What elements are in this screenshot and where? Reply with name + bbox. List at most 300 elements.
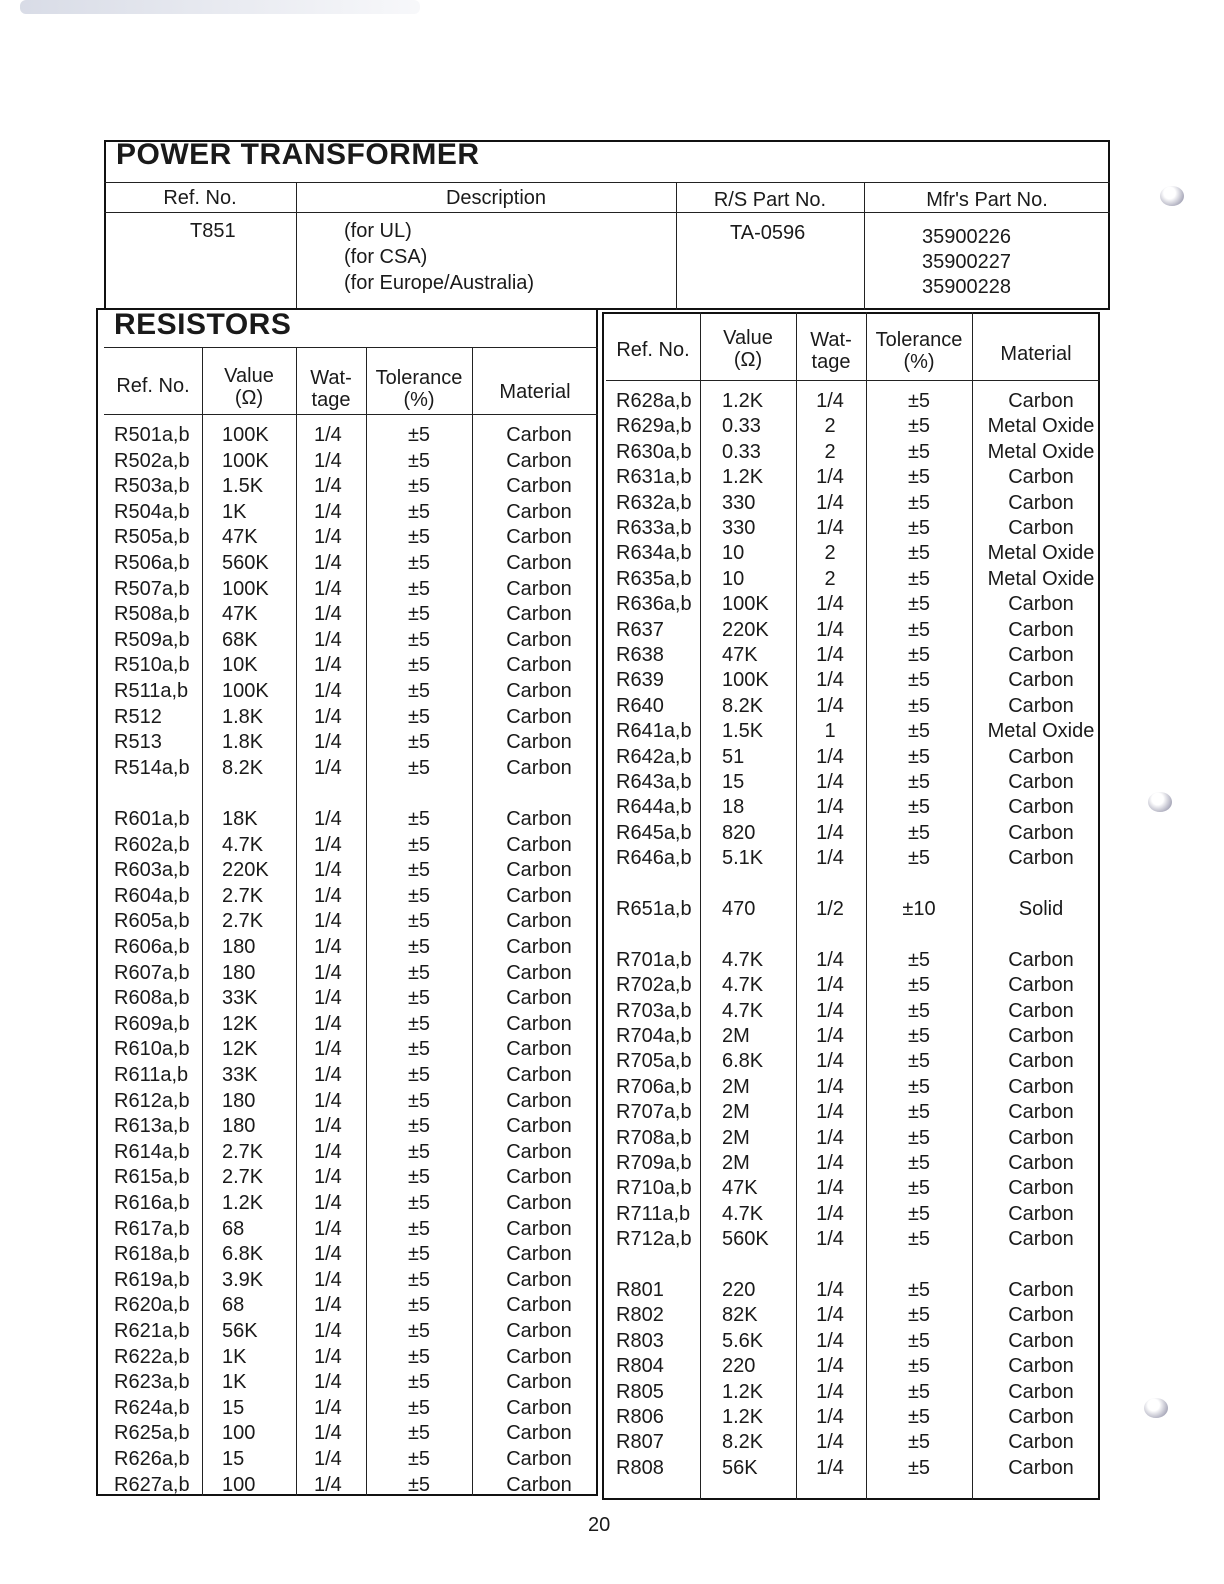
left-value-cell: 2.7K — [222, 910, 264, 933]
right-material-cell: Metal Oxide — [987, 542, 1095, 565]
right-ref-cell: R646a,b — [616, 847, 692, 870]
left-ref-cell: R502a,b — [114, 449, 190, 472]
left-material-cell: Carbon — [506, 1192, 572, 1214]
right-value-cell: 1.2K — [722, 1406, 764, 1428]
left-wattage-cell: 1/4 — [314, 1422, 342, 1445]
left-wattage-cell: 1/4 — [314, 1448, 342, 1470]
pt-ref: T851 — [190, 220, 236, 242]
right-value-cell: 47K — [722, 644, 758, 666]
left-tolerance-cell: ±5 — [407, 1192, 431, 1214]
right-wattage-cell: 1/4 — [816, 771, 844, 793]
left-ref-cell: R626a,b — [114, 1448, 190, 1470]
left-wattage-cell: 1/4 — [314, 552, 342, 574]
left-value-cell: 47K — [222, 603, 258, 626]
right-material-cell: Carbon — [1008, 1355, 1074, 1378]
right-tolerance-cell: ±5 — [907, 720, 931, 743]
left-wattage-cell: 1/4 — [314, 1115, 342, 1138]
left-material-cell: Carbon — [506, 1345, 572, 1368]
left-value-cell: 100K — [222, 577, 269, 600]
right-header-value-unit: (Ω) — [733, 349, 763, 371]
left-value-cell: 18K — [222, 808, 258, 830]
left-ref-cell: R617a,b — [114, 1217, 190, 1240]
left-ref-cell: R622a,b — [114, 1345, 190, 1368]
left-material-cell: Carbon — [506, 833, 572, 856]
left-wattage-cell: 1/4 — [314, 680, 342, 702]
right-tolerance-cell: ±5 — [907, 415, 931, 438]
right-tolerance-cell: ±5 — [907, 517, 931, 539]
left-ref-cell: R507a,b — [114, 577, 190, 600]
left-material-cell: Carbon — [506, 577, 572, 600]
left-tolerance-cell: ±5 — [407, 1217, 431, 1240]
left-wattage-cell: 1/4 — [314, 1473, 342, 1496]
right-ref-cell: R640 — [616, 694, 664, 717]
left-wattage-cell: 1/4 — [314, 1217, 342, 1240]
right-material-cell: Carbon — [1008, 390, 1074, 412]
right-ref-cell: R639 — [616, 669, 664, 692]
right-material-cell: Carbon — [1008, 1380, 1074, 1403]
left-material-cell: Carbon — [506, 1294, 572, 1317]
right-wattage-cell: 1/4 — [816, 593, 844, 616]
left-wattage-cell: 1/4 — [314, 910, 342, 933]
left-tolerance-cell: ±5 — [407, 961, 431, 984]
right-header-wattage-2: tage — [811, 351, 851, 373]
left-value-cell: 2.7K — [222, 1140, 264, 1163]
left-material-cell: Carbon — [506, 424, 572, 446]
left-header-ref: Ref. No. — [116, 375, 190, 397]
left-value-cell: 15 — [222, 1396, 245, 1419]
right-wattage-cell: 1/4 — [816, 390, 844, 412]
right-ref-cell: R651a,b — [616, 898, 692, 920]
left-ref-cell: R608a,b — [114, 987, 190, 1010]
right-tolerance-cell: ±5 — [907, 796, 931, 819]
left-material-cell: Carbon — [506, 731, 572, 754]
right-material-cell: Carbon — [1008, 491, 1074, 514]
right-ref-cell: R702a,b — [616, 974, 692, 997]
pt-mfr-part-2: 35900227 — [922, 251, 1011, 273]
left-tolerance-cell: ±5 — [407, 628, 431, 651]
right-wattage-cell: 1/4 — [816, 669, 844, 692]
right-wattage-cell: 1/2 — [816, 898, 844, 920]
left-value-cell: 2.7K — [222, 1166, 264, 1189]
right-wattage-cell: 1/4 — [816, 847, 844, 870]
right-ref-cell: R707a,b — [616, 1101, 692, 1124]
right-tolerance-cell: ±5 — [907, 1177, 931, 1200]
right-material-cell: Solid — [1018, 898, 1064, 920]
left-header-value: Value — [224, 365, 274, 387]
right-value-cell: 2M — [722, 1101, 750, 1124]
left-ref-cell: R620a,b — [114, 1294, 190, 1317]
left-ref-cell: R621a,b — [114, 1320, 190, 1342]
right-wattage-cell: 1/4 — [816, 948, 844, 971]
right-ref-cell: R709a,b — [616, 1152, 692, 1174]
right-tolerance-cell: ±5 — [907, 1329, 931, 1352]
right-tolerance-cell: ±5 — [907, 618, 931, 641]
right-value-cell: 4.7K — [722, 1202, 764, 1225]
left-material-cell: Carbon — [506, 884, 572, 907]
right-value-cell: 15 — [722, 771, 745, 793]
right-tolerance-cell: ±5 — [907, 1050, 931, 1073]
right-material-cell: Carbon — [1008, 999, 1074, 1022]
right-tolerance-cell: ±5 — [907, 1431, 931, 1454]
left-tolerance-cell: ±5 — [407, 1243, 431, 1266]
left-material-cell: Carbon — [506, 1371, 572, 1394]
right-wattage-cell: 1/4 — [816, 1431, 844, 1454]
left-ref-cell: R610a,b — [114, 1038, 190, 1061]
right-value-cell: 560K — [722, 1228, 769, 1251]
right-value-cell: 8.2K — [722, 694, 764, 717]
right-material-cell: Carbon — [1008, 1075, 1074, 1098]
left-tolerance-cell: ±5 — [407, 705, 431, 728]
left-tolerance-cell: ±5 — [407, 1089, 431, 1112]
right-value-cell: 4.7K — [722, 948, 764, 971]
right-wattage-cell: 2 — [824, 542, 836, 565]
right-ref-cell: R706a,b — [616, 1075, 692, 1098]
left-ref-cell: R504a,b — [114, 500, 190, 523]
right-tolerance-cell: ±5 — [907, 1101, 931, 1124]
right-material-cell: Carbon — [1008, 796, 1074, 819]
left-material-cell: Carbon — [506, 500, 572, 523]
left-value-cell: 47K — [222, 526, 258, 549]
right-tolerance-cell: ±5 — [907, 1355, 931, 1378]
left-wattage-cell: 1/4 — [314, 936, 342, 958]
right-tolerance-cell: ±5 — [907, 440, 931, 463]
left-wattage-cell: 1/4 — [314, 1166, 342, 1189]
left-tolerance-cell: ±5 — [407, 987, 431, 1010]
pt-rs-part: TA-0596 — [730, 222, 806, 244]
left-ref-cell: R512 — [114, 705, 162, 728]
left-material-cell: Carbon — [506, 680, 572, 702]
left-value-cell: 1.5K — [222, 475, 264, 498]
right-wattage-cell: 1/4 — [816, 517, 844, 539]
left-header-value-unit: (Ω) — [234, 387, 264, 409]
right-value-cell: 82K — [722, 1304, 758, 1327]
right-ref-cell: R802 — [616, 1304, 664, 1327]
right-value-cell: 56K — [722, 1456, 758, 1479]
left-wattage-cell: 1/4 — [314, 654, 342, 677]
right-wattage-cell: 2 — [824, 415, 836, 438]
right-ref-cell: R635a,b — [616, 567, 692, 590]
left-tolerance-cell: ±5 — [407, 1166, 431, 1189]
left-wattage-cell: 1/4 — [314, 1268, 342, 1291]
right-value-cell: 220K — [722, 618, 769, 641]
pt-header-ref: Ref. No. — [163, 187, 237, 209]
right-material-cell: Carbon — [1008, 948, 1074, 971]
right-value-cell: 100K — [722, 593, 769, 616]
right-ref-cell: R643a,b — [616, 771, 692, 793]
left-ref-cell: R511a,b — [114, 680, 189, 702]
left-tolerance-cell: ±5 — [407, 654, 431, 677]
left-value-cell: 180 — [222, 1115, 256, 1138]
left-material-cell: Carbon — [506, 1268, 572, 1291]
left-wattage-cell: 1/4 — [314, 628, 342, 651]
right-value-cell: 4.7K — [722, 974, 764, 997]
right-ref-cell: R705a,b — [616, 1050, 692, 1073]
right-value-cell: 8.2K — [722, 1431, 764, 1454]
right-value-cell: 51 — [722, 745, 745, 768]
right-material-cell: Carbon — [1008, 847, 1074, 870]
right-wattage-cell: 1/4 — [816, 1304, 844, 1327]
left-tolerance-cell: ±5 — [407, 1473, 431, 1496]
right-material-cell: Carbon — [1008, 618, 1074, 641]
left-wattage-cell: 1/4 — [314, 577, 342, 600]
right-ref-cell: R801 — [616, 1279, 664, 1301]
left-material-cell: Carbon — [506, 1422, 572, 1445]
right-tolerance-cell: ±5 — [907, 1279, 931, 1301]
right-value-cell: 47K — [722, 1177, 758, 1200]
right-tolerance-cell: ±5 — [907, 466, 931, 489]
left-tolerance-cell: ±5 — [407, 1448, 431, 1470]
right-wattage-cell: 1/4 — [816, 999, 844, 1022]
left-ref-cell: R501a,b — [114, 424, 190, 446]
left-value-cell: 33K — [222, 1064, 258, 1086]
left-material-cell: Carbon — [506, 1140, 572, 1163]
left-material-cell: Carbon — [506, 961, 572, 984]
left-tolerance-cell: ±5 — [407, 424, 431, 446]
right-value-cell: 10 — [722, 542, 745, 565]
left-wattage-cell: 1/4 — [314, 1243, 342, 1266]
left-tolerance-cell: ±5 — [407, 1012, 431, 1035]
right-material-cell: Carbon — [1008, 1101, 1074, 1124]
right-tolerance-cell: ±5 — [907, 1152, 931, 1174]
left-tolerance-cell: ±5 — [407, 756, 431, 779]
left-material-cell: Carbon — [506, 603, 572, 626]
left-ref-cell: R611a,b — [114, 1064, 189, 1086]
left-wattage-cell: 1/4 — [314, 449, 342, 472]
right-ref-cell: R703a,b — [616, 999, 692, 1022]
left-tolerance-cell: ±5 — [407, 1345, 431, 1368]
right-ref-cell: R641a,b — [616, 720, 692, 743]
right-ref-cell: R708a,b — [616, 1126, 692, 1149]
left-ref-cell: R607a,b — [114, 961, 190, 984]
right-material-cell: Metal Oxide — [987, 415, 1095, 438]
left-material-cell: Carbon — [506, 1064, 572, 1086]
right-wattage-cell: 1/4 — [816, 1101, 844, 1124]
right-ref-cell: R701a,b — [616, 948, 692, 971]
right-tolerance-cell: ±5 — [907, 771, 931, 793]
right-wattage-cell: 1 — [824, 720, 836, 743]
right-value-cell: 5.6K — [722, 1329, 764, 1352]
pt-mfr-part-3: 35900228 — [922, 276, 1011, 298]
right-ref-cell: R638 — [616, 644, 664, 666]
right-material-cell: Carbon — [1008, 1406, 1074, 1428]
right-ref-cell: R644a,b — [616, 796, 692, 819]
right-wattage-cell: 1/4 — [816, 1456, 844, 1479]
left-wattage-cell: 1/4 — [314, 1320, 342, 1342]
left-material-cell: Carbon — [506, 552, 572, 574]
left-value-cell: 100K — [222, 424, 269, 446]
left-material-cell: Carbon — [506, 1038, 572, 1061]
right-material-cell: Carbon — [1008, 644, 1074, 666]
left-ref-cell: R513 — [114, 731, 162, 754]
right-wattage-cell: 1/4 — [816, 796, 844, 819]
right-value-cell: 820 — [722, 821, 756, 844]
right-value-cell: 220 — [722, 1355, 756, 1378]
left-header-tolerance: Tolerance — [375, 367, 463, 389]
left-material-cell: Carbon — [506, 1396, 572, 1419]
right-value-cell: 330 — [722, 491, 756, 514]
right-value-cell: 1.2K — [722, 1380, 764, 1403]
right-material-cell: Carbon — [1008, 1228, 1074, 1251]
left-tolerance-cell: ±5 — [407, 603, 431, 626]
right-tolerance-cell: ±5 — [907, 593, 931, 616]
left-ref-cell: R603a,b — [114, 859, 190, 882]
left-wattage-cell: 1/4 — [314, 1396, 342, 1419]
left-material-cell: Carbon — [506, 1012, 572, 1035]
left-ref-cell: R615a,b — [114, 1166, 190, 1189]
right-tolerance-cell: ±5 — [907, 1126, 931, 1149]
right-ref-cell: R642a,b — [616, 745, 692, 768]
left-header-tolerance-unit: (%) — [403, 389, 435, 411]
right-wattage-cell: 1/4 — [816, 1152, 844, 1174]
left-material-cell: Carbon — [506, 936, 572, 958]
left-wattage-cell: 1/4 — [314, 731, 342, 754]
left-tolerance-cell: ±5 — [407, 449, 431, 472]
left-ref-cell: R509a,b — [114, 628, 190, 651]
left-value-cell: 220K — [222, 859, 269, 882]
right-header-tolerance-unit: (%) — [903, 351, 935, 373]
right-header-material: Material — [1000, 343, 1072, 365]
right-wattage-cell: 1/4 — [816, 1406, 844, 1428]
right-ref-cell: R631a,b — [616, 466, 692, 489]
left-tolerance-cell: ±5 — [407, 859, 431, 882]
right-wattage-cell: 2 — [824, 567, 836, 590]
right-value-cell: 1.2K — [722, 466, 764, 489]
left-wattage-cell: 1/4 — [314, 859, 342, 882]
right-material-cell: Carbon — [1008, 1177, 1074, 1200]
left-ref-cell: R624a,b — [114, 1396, 190, 1419]
left-tolerance-cell: ±5 — [407, 1320, 431, 1342]
pt-header-rs-part: R/S Part No. — [713, 189, 827, 211]
left-value-cell: 68 — [222, 1294, 245, 1317]
left-value-cell: 100K — [222, 680, 269, 702]
left-tolerance-cell: ±5 — [407, 910, 431, 933]
right-ref-cell: R806 — [616, 1406, 664, 1428]
left-tolerance-cell: ±5 — [407, 1371, 431, 1394]
right-wattage-cell: 1/4 — [816, 1380, 844, 1403]
right-value-cell: 4.7K — [722, 999, 764, 1022]
right-header-tolerance: Tolerance — [875, 329, 963, 351]
right-material-cell: Carbon — [1008, 466, 1074, 489]
right-ref-cell: R636a,b — [616, 593, 692, 616]
right-ref-cell: R804 — [616, 1355, 664, 1378]
right-wattage-cell: 1/4 — [816, 1075, 844, 1098]
right-material-cell: Carbon — [1008, 1152, 1074, 1174]
left-material-cell: Carbon — [506, 987, 572, 1010]
right-material-cell: Carbon — [1008, 1050, 1074, 1073]
left-ref-cell: R505a,b — [114, 526, 190, 549]
right-tolerance-cell: ±5 — [907, 491, 931, 514]
right-wattage-cell: 1/4 — [816, 618, 844, 641]
left-ref-cell: R506a,b — [114, 552, 190, 574]
right-material-cell: Carbon — [1008, 1202, 1074, 1225]
right-tolerance-cell: ±5 — [907, 542, 931, 565]
left-wattage-cell: 1/4 — [314, 1294, 342, 1317]
left-value-cell: 1.8K — [222, 705, 264, 728]
left-material-cell: Carbon — [506, 1473, 572, 1496]
left-ref-cell: R604a,b — [114, 884, 190, 907]
right-material-cell: Metal Oxide — [987, 440, 1095, 463]
pt-description-3: (for Europe/Australia) — [344, 272, 535, 294]
left-material-cell: Carbon — [506, 1448, 572, 1470]
right-ref-cell: R637 — [616, 618, 664, 641]
right-ref-cell: R711a,b — [616, 1202, 691, 1225]
scan-artifact — [20, 0, 420, 14]
left-value-cell: 33K — [222, 987, 258, 1010]
left-material-cell: Carbon — [506, 1217, 572, 1240]
right-wattage-cell: 1/4 — [816, 974, 844, 997]
left-value-cell: 100 — [222, 1473, 256, 1496]
left-value-cell: 4.7K — [222, 833, 264, 856]
right-tolerance-cell: ±5 — [907, 1304, 931, 1327]
left-wattage-cell: 1/4 — [314, 1371, 342, 1394]
right-wattage-cell: 1/4 — [816, 1025, 844, 1047]
left-value-cell: 12K — [222, 1012, 258, 1035]
left-material-cell: Carbon — [506, 1115, 572, 1138]
left-tolerance-cell: ±5 — [407, 475, 431, 498]
left-material-cell: Carbon — [506, 1320, 572, 1342]
left-material-cell: Carbon — [506, 1166, 572, 1189]
left-material-cell: Carbon — [506, 475, 572, 498]
left-ref-cell: R614a,b — [114, 1140, 190, 1163]
left-value-cell: 15 — [222, 1448, 245, 1470]
left-tolerance-cell: ±5 — [407, 1294, 431, 1317]
left-tolerance-cell: ±5 — [407, 936, 431, 958]
left-tolerance-cell: ±5 — [407, 731, 431, 754]
right-ref-cell: R704a,b — [616, 1025, 692, 1047]
right-tolerance-cell: ±5 — [907, 1202, 931, 1225]
left-value-cell: 68 — [222, 1217, 245, 1240]
left-header-wattage: Wat- — [310, 367, 352, 389]
right-value-cell: 18 — [722, 796, 745, 819]
right-tolerance-cell: ±5 — [907, 390, 931, 412]
right-ref-cell: R628a,b — [616, 390, 692, 412]
right-header-value: Value — [723, 327, 773, 349]
right-material-cell: Carbon — [1008, 1126, 1074, 1149]
left-wattage-cell: 1/4 — [314, 833, 342, 856]
left-ref-cell: R619a,b — [114, 1268, 190, 1291]
left-wattage-cell: 1/4 — [314, 884, 342, 907]
right-material-cell: Carbon — [1008, 517, 1074, 539]
right-wattage-cell: 1/4 — [816, 1228, 844, 1251]
right-value-cell: 470 — [722, 898, 756, 920]
right-tolerance-cell: ±5 — [907, 999, 931, 1022]
left-tolerance-cell: ±5 — [407, 500, 431, 523]
left-material-cell: Carbon — [506, 449, 572, 472]
pt-description-2: (for CSA) — [344, 246, 428, 268]
right-value-cell: 2M — [722, 1152, 750, 1174]
right-material-cell: Carbon — [1008, 1304, 1074, 1327]
right-ref-cell: R629a,b — [616, 415, 692, 438]
left-material-cell: Carbon — [506, 808, 572, 830]
right-value-cell: 5.1K — [722, 847, 764, 870]
right-tolerance-cell: ±10 — [902, 898, 936, 920]
left-material-cell: Carbon — [506, 628, 572, 651]
right-tolerance-cell: ±5 — [907, 974, 931, 997]
right-ref-cell: R710a,b — [616, 1177, 692, 1200]
left-tolerance-cell: ±5 — [407, 1064, 431, 1086]
right-wattage-cell: 1/4 — [816, 644, 844, 666]
left-wattage-cell: 1/4 — [314, 475, 342, 498]
right-material-cell: Carbon — [1008, 974, 1074, 997]
left-value-cell: 2.7K — [222, 884, 264, 907]
right-wattage-cell: 1/4 — [816, 491, 844, 514]
right-ref-cell: R632a,b — [616, 491, 692, 514]
pt-header-description: Description — [445, 187, 547, 209]
left-value-cell: 180 — [222, 961, 256, 984]
left-ref-cell: R613a,b — [114, 1115, 190, 1138]
right-value-cell: 1.5K — [722, 720, 764, 743]
left-value-cell: 1K — [222, 500, 247, 523]
